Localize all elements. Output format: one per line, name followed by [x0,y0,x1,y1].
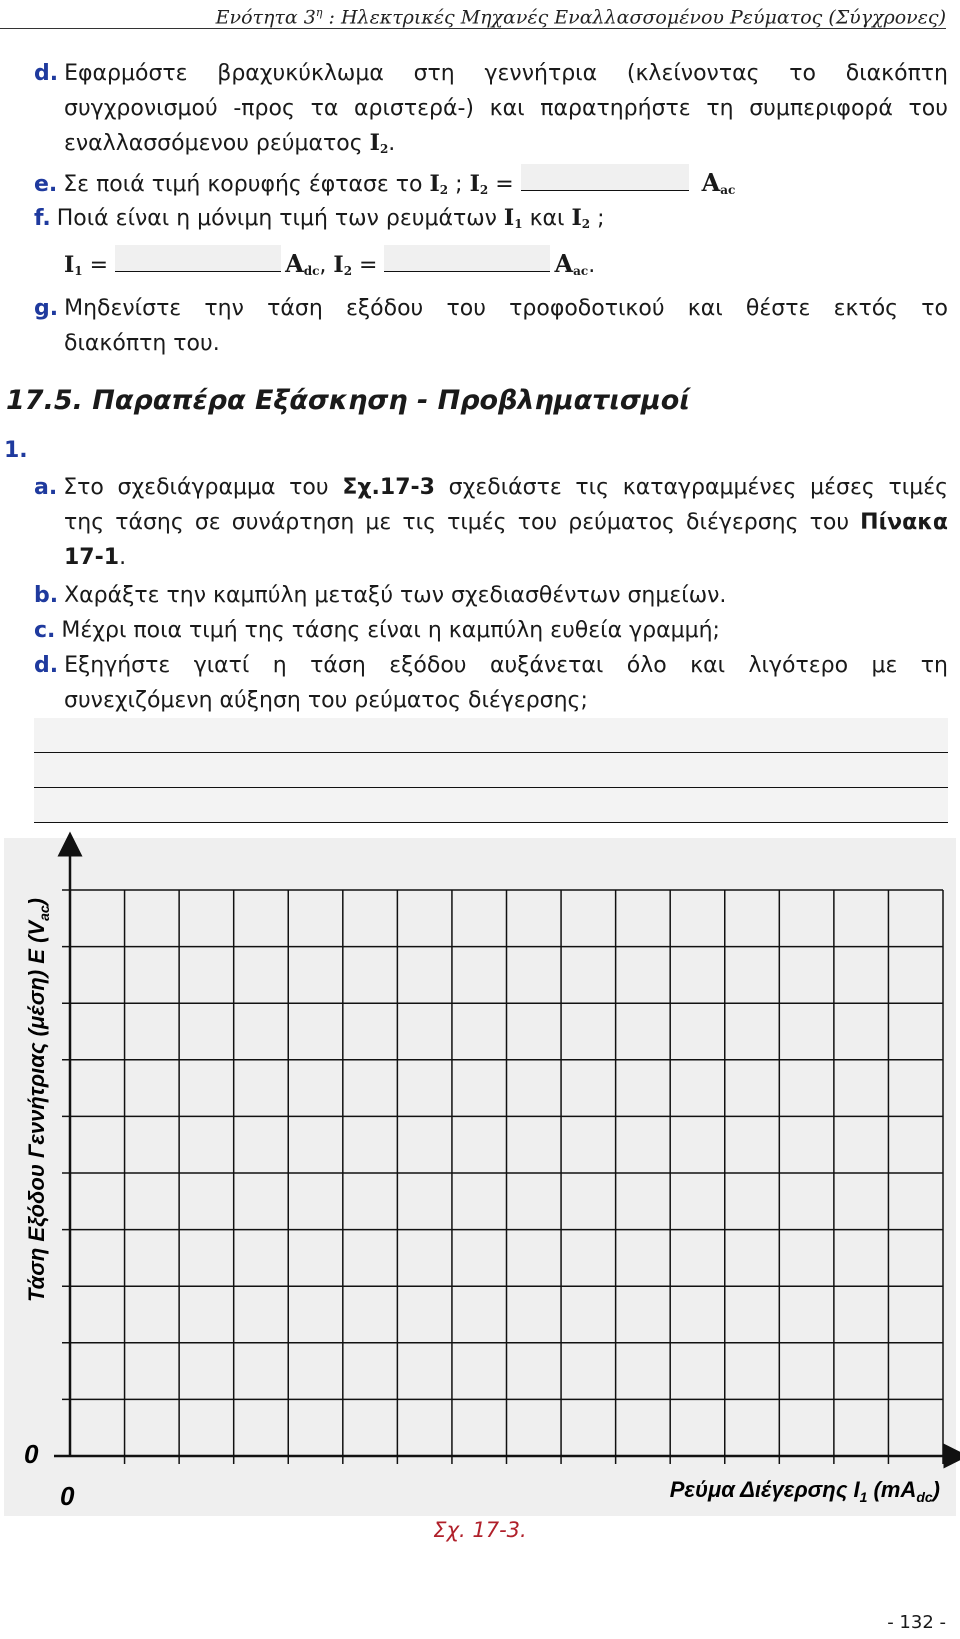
item-f-sub2: 2 [581,217,591,231]
item-f-l2-sub1: 1 [74,264,83,278]
item-e-letter: e. [34,172,58,197]
item-f-end: ; [590,206,605,231]
item-g-line1: Μηδενίστε την τάση εξόδου του τροφοδοτικού και θέστε εκτός το [64,296,948,321]
item-f-eq1: = [82,253,116,278]
item-c-text: Μέχρι ποια τιμή της τάσης είναι η καμπύλη ευθεία γραμμή; [61,618,720,643]
item-e-sub1: 2 [439,183,449,197]
item-f-sub1: 1 [514,217,523,231]
y-origin-label: 0 [24,1439,39,1469]
item-qd-line1: Εξηγήστε γιατί η τάση εξόδου αυξάνεται όλο και λιγότερο με τη [64,653,948,678]
item-f-l2-sub2: 2 [343,264,353,278]
item-d-sub: 2 [379,142,389,156]
item-d-line3: εναλλασσόμενου ρεύματος [64,131,363,156]
y-axis-label: Τάση Εξόδου Γεννήτριας (μέση) E $(V_{ac})$ [24,898,52,1302]
item-f-unit1-sub: dc [303,264,320,278]
item-f-eq2: = [352,253,385,278]
item-f-sym1: I [503,205,515,231]
item-g-line2: διακόπτη του. [64,331,220,356]
item-qd-line2: συνεχιζόμενη αύξηση του ρεύματος διέγερσης; [64,688,588,713]
item-e-sub2: 2 [479,183,489,197]
item-c-letter: c. [34,618,56,643]
figure-caption: Σχ. 17-3. [433,1518,527,1542]
item-a-post: σχεδιάστε τις καταγραμμένες μέσες τιμές [434,475,948,500]
item-f-unit2-sub: ac [573,264,589,278]
item-f-comma: , [319,253,334,278]
item-d-line2: συγχρονισμού -προς τα αριστερά-) και παρατηρήστε τη συμπεριφορά του [64,96,948,121]
item-e-unit: A [701,168,721,197]
item-f-end2: . [588,253,596,278]
item-e-unit-sub: ac [720,183,736,197]
item-d-line1: Εφαρμόστε βραχυκύκλωμα στη γεννήτρια (κλείνοντας το διακόπτη [64,61,948,86]
x-axis-label: Ρεύμα Διέγερσης $I_1$ $(mA_{dc})$ [669,1477,940,1505]
item-b-letter: b. [34,583,59,608]
item-f-unit1: A [285,249,304,278]
item-f-letter: f. [34,206,51,231]
item-a-pre: Στο σχεδιάγραμμα του [63,475,343,500]
item-f-and: και [522,206,572,231]
item-e-sym1: I [429,171,440,197]
item-d-sym: I [369,130,380,156]
item-e-eq: = [488,172,521,197]
item-f-l2-sym1: I [64,252,75,278]
item-g-letter: g. [34,296,59,321]
page-number: - 132 - [887,1612,946,1633]
item-e-text: Σε ποιά τιμή κορυφής έφτασε το [63,172,423,197]
item-qd-letter: d. [34,653,59,678]
item-a-letter: a. [34,475,58,500]
x-origin-label: 0 [60,1481,75,1511]
item-f-unit2: A [554,249,574,278]
item-b-text: Χαράξτε την καμπύλη μεταξύ των σχεδιασθέντων σημείων. [64,583,727,608]
item-f-sym2: I [571,205,582,231]
item-f-l2-sym2: I [333,252,344,278]
item-e-sep: ; [448,172,470,197]
item-d-end: . [388,131,396,156]
header-prefix: Ενότητα 3 [215,6,316,29]
item-a-line3: 17-1 [64,545,120,570]
item-e-sym2: I [469,171,480,197]
item-f-text: Ποιά είναι η μόνιμη τιμή των ρευμάτων [56,206,497,231]
item-a-line2: της τάσης σε συνάρτηση με τις τιμές του ρεύματος διέγερσης του [64,510,861,535]
header-suffix: : Ηλεκτρικές Μηχανές Εναλλασσομένου Ρεύματος (Σύγχρονες) [322,6,946,29]
item-a-ref2: Πίνακα [860,510,948,535]
header-sup: η [315,6,323,19]
item-d-letter: d. [34,61,59,86]
item-a-end: . [119,545,127,570]
question-number: 1. [4,438,28,463]
section-title: 17.5. Παραπέρα Εξάσκηση - Προβληματισμοί [6,385,690,416]
chart-grid [62,890,943,1464]
item-a-ref: Σχ.17-3 [342,475,435,500]
